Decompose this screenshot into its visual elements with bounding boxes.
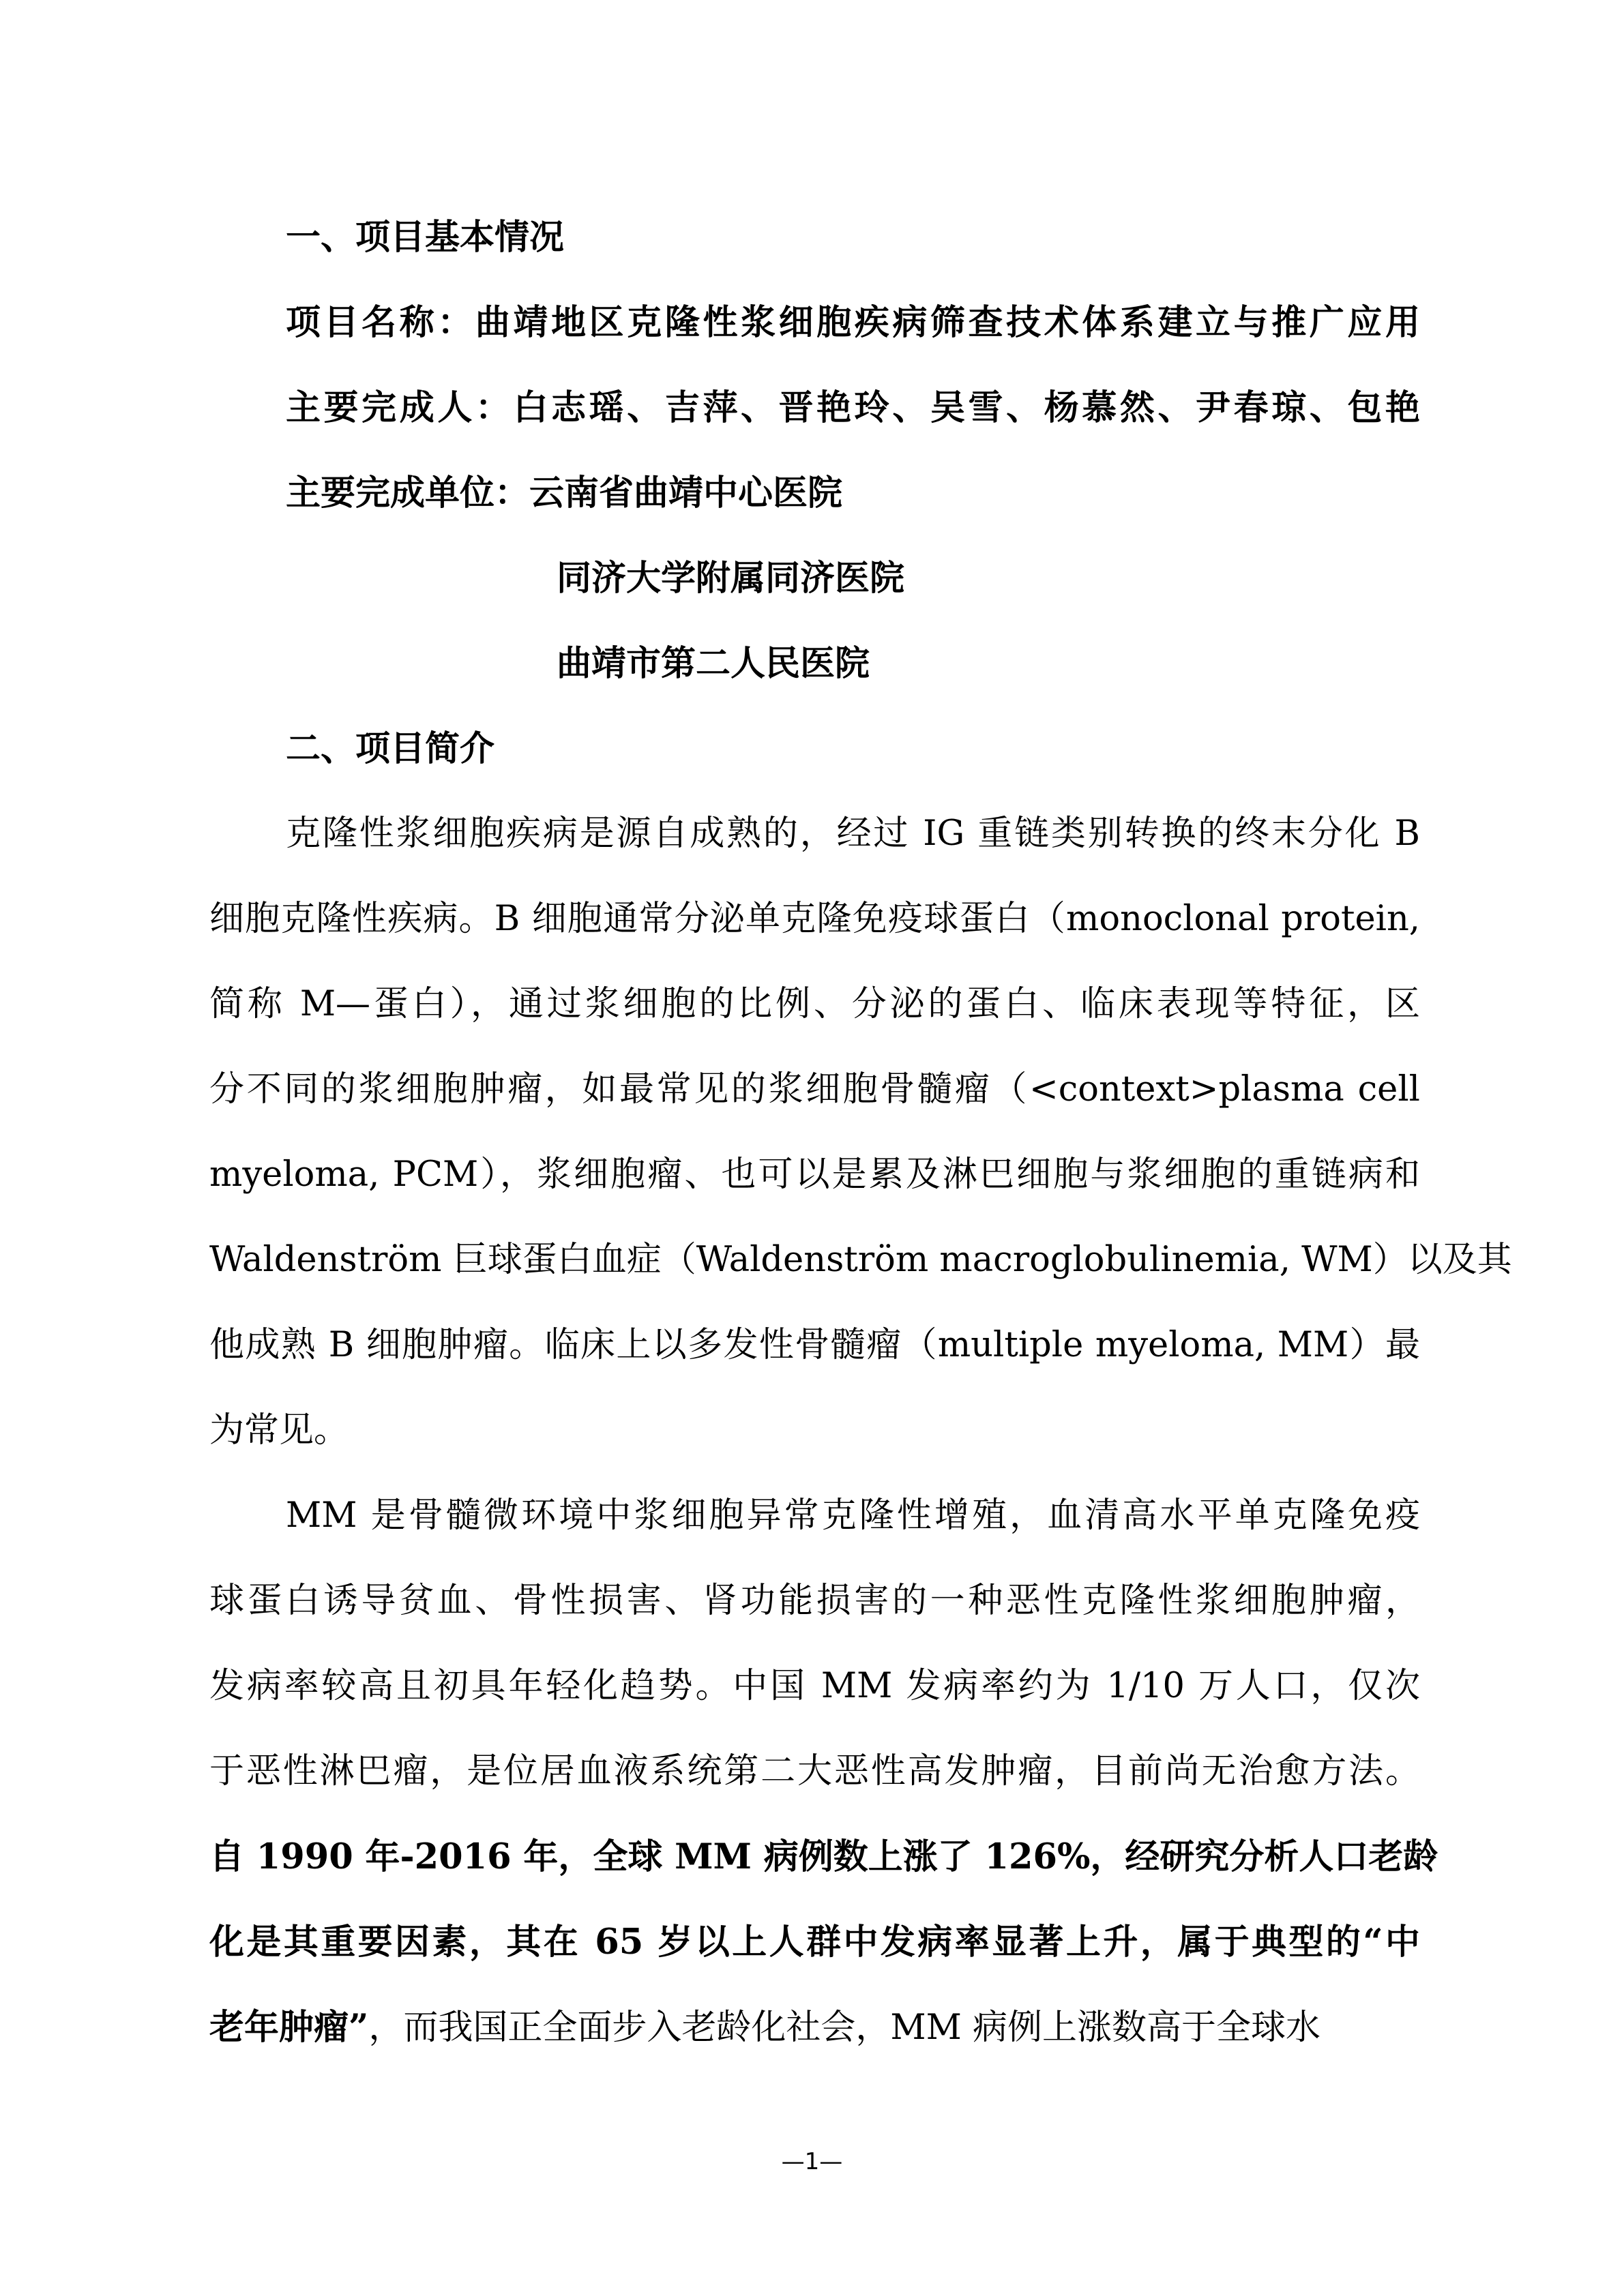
main-persons-line: 主要完成人：白志瑶、吉萍、晋艳玲、吴雪、杨慕然、尹春琼、包艳 xyxy=(286,387,1420,428)
unit-tongji-hospital: 同济大学附属同济医院 xyxy=(557,558,905,599)
main-units-line: 主要完成单位：云南省曲靖中心医院 xyxy=(286,473,843,513)
elderly-tumor-bold-text: 老年肿瘤” xyxy=(209,2007,369,2048)
section-heading-basic-info: 一、项目基本情况 xyxy=(286,217,565,258)
paragraph2-bold-line: 化是其重要因素，其在 65 岁以上人群中发病率显著上升，属于典型的“中 xyxy=(209,1922,1420,1963)
paragraph1-line: 克隆性浆细胞疾病是源自成熟的，经过 IG 重链类别转换的终末分化 B xyxy=(286,814,1420,854)
section-heading-intro: 二、项目简介 xyxy=(286,728,495,769)
paragraph2-line: 球蛋白诱导贫血、骨性损害、肾功能损害的一种恶性克隆性浆细胞肿瘤， xyxy=(209,1581,1420,1621)
paragraph1-line: 他成熟 B 细胞肿瘤。临床上以多发性骨髓瘤（multiple myeloma, MM）最 xyxy=(209,1325,1420,1365)
paragraph2-line: 发病率较高且初具年轻化趋势。中国 MM 发病率约为 1/10 万人口，仅次 xyxy=(209,1666,1420,1706)
unit-qujing-second-hospital: 曲靖市第二人民医院 xyxy=(557,643,870,684)
aging-society-text: ，而我国正全面步入老龄化社会，MM 病例上涨数高于全球水 xyxy=(368,2008,1320,2048)
page-number: —1— xyxy=(781,2148,843,2175)
paragraph2-line: MM 是骨髓微环境中浆细胞异常克隆性增殖，血清高水平单克隆免疫 xyxy=(286,1495,1420,1536)
paragraph2-line: 于恶性淋巴瘤，是位居血液系统第二大恶性高发肿瘤，目前尚无治愈方法。 xyxy=(209,1751,1420,1791)
paragraph2-bold-line: 自 1990 年-2016 年，全球 MM 病例数上涨了 126%，经研究分析人口老龄 xyxy=(209,1836,1438,1877)
paragraph1-line: 简称 M—蛋白），通过浆细胞的比例、分泌的蛋白、临床表现等特征，区 xyxy=(209,984,1420,1024)
paragraph1-line: 为常见。 xyxy=(209,1410,349,1450)
project-name-line: 项目名称：曲靖地区克隆性浆细胞疾病筛查技术体系建立与推广应用 xyxy=(286,302,1420,343)
paragraph2-mixed-line xyxy=(209,2003,1420,2051)
paragraph1-line: 分不同的浆细胞肿瘤，如最常见的浆细胞骨髓瘤（<context>plasma cell xyxy=(209,1069,1420,1109)
paragraph1-line: myeloma, PCM），浆细胞瘤、也可以是累及淋巴细胞与浆细胞的重链病和 xyxy=(209,1154,1420,1195)
paragraph1-line: Waldenström 巨球蛋白血症（Waldenström macroglobulinemia, WM）以及其 xyxy=(209,1240,1512,1280)
paragraph1-line: 细胞克隆性疾病。B 细胞通常分泌单克隆免疫球蛋白（monoclonal protein, xyxy=(209,899,1420,939)
